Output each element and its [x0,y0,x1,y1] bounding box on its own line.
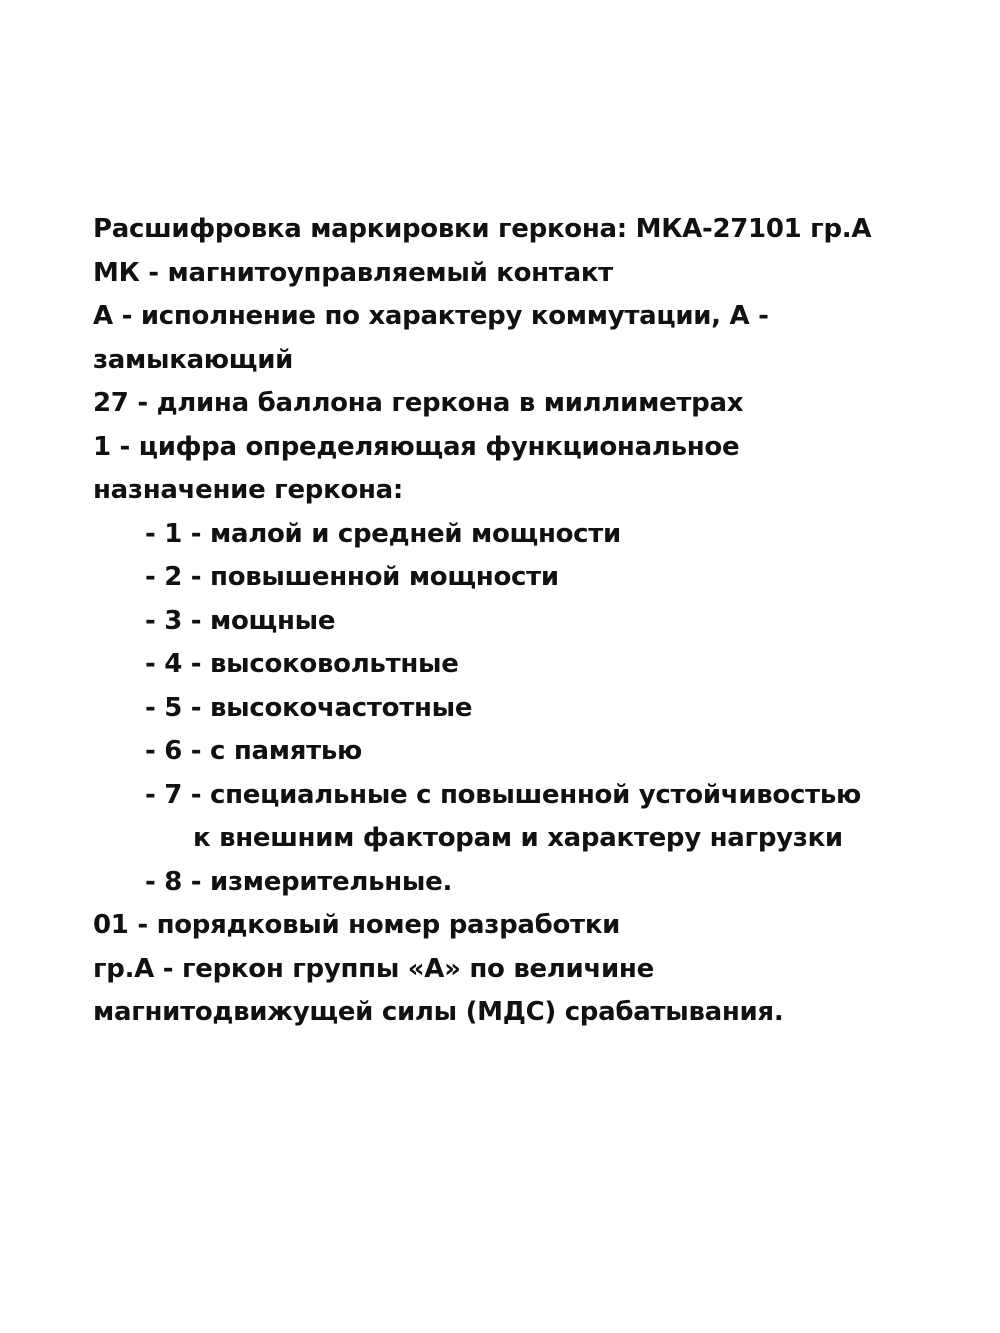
list-item: - 7 - специальные с повышенной устойчивостью [145,779,861,810]
mk-definition: МК - магнитоуправляемый контакт [93,257,613,288]
digit-definition-line-1: 1 - цифра определяющая функциональное [93,431,740,462]
list-item: - 3 - мощные [145,605,336,636]
serial-definition: 01 - порядковый номер разработки [93,910,621,940]
group-definition-line-2: магнитодвижущей силы (МДС) срабатывания. [93,997,784,1027]
list-item: - 2 - повышенной мощности [145,562,559,592]
list-item: - 6 - с памятью [145,736,363,766]
a-definition-line-2: замыкающий [93,344,294,375]
group-definition-line-1: гр.А - геркон группы «А» по величине [93,953,654,984]
document-title: Расшифровка маркировки геркона: МКА-27101 гр.А [93,214,872,244]
list-item: - 4 - высоковольтные [145,649,459,679]
length-definition: 27 - длина баллона геркона в миллиметрах [93,388,744,418]
list-item: - 8 - измерительные. [145,866,453,897]
a-definition-line-1: А - исполнение по характеру коммутации, А - [93,301,769,331]
marking-description [93,208,973,1035]
digit-definition-line-2: назначение геркона: [93,475,404,505]
list-item: - 5 - высокочастотные [145,692,473,723]
list-item-continuation: к внешним факторам и характеру нагрузки [193,823,843,853]
list-item: - 1 - малой и средней мощности [145,518,621,549]
